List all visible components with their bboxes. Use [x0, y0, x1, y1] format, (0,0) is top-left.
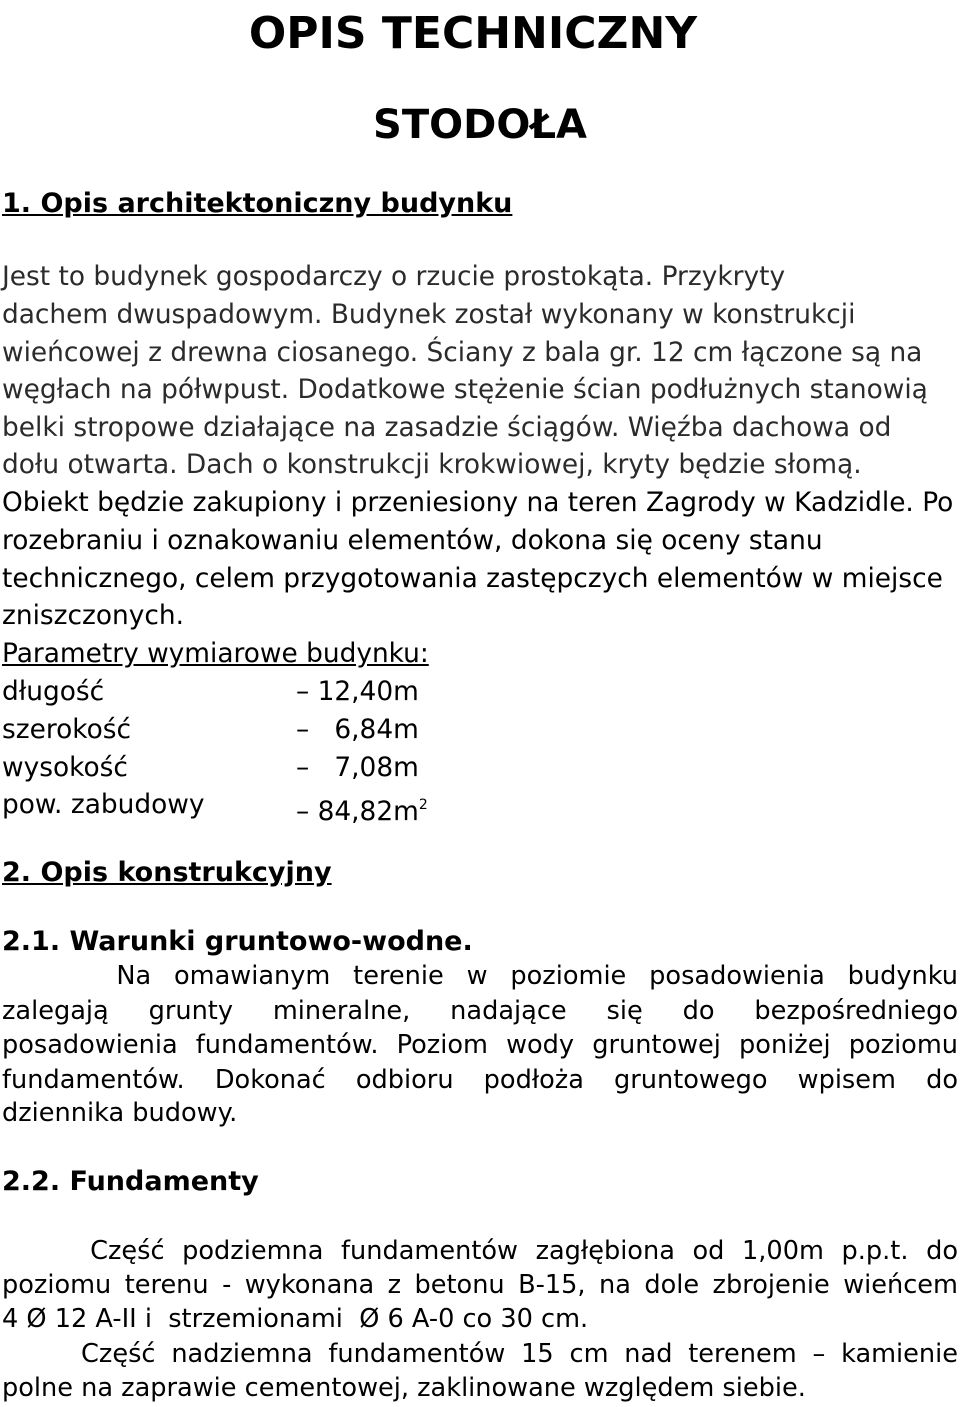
- param-value-area: [296, 786, 428, 831]
- section-2-heading: 2. Opis konstrukcyjny: [2, 857, 332, 888]
- param-value-height: – 7,08m: [296, 752, 419, 783]
- paragraph-last-line: dziennika budowy.: [2, 1098, 238, 1128]
- justified-line: zalegają grunty mineralne, nadające się do bezpośredniego: [2, 996, 958, 1026]
- paragraph-line: wieńcowej z drewna ciosanego. Ściany z bala gr. 12 cm łączone są na: [2, 337, 923, 368]
- paragraph-line: rozebraniu i oznakowaniu elementów, dokona się oceny stanu: [2, 525, 823, 556]
- justified-line: fundamentów. Dokonać odbioru podłoża gruntowego wpisem do: [2, 1065, 958, 1095]
- param-value-area-number: – 84,82m: [296, 796, 419, 827]
- param-value-area-sup: 2: [418, 797, 428, 813]
- param-label-area: pow. zabudowy: [2, 789, 205, 820]
- justified-line: posadowienia fundamentów. Poziom wody gruntowej poniżej poziomu: [2, 1030, 958, 1060]
- paragraph-line: węgłach na półwpust. Dodatkowe stężenie ścian podłużnych stanowią: [2, 374, 928, 405]
- paragraph-line: Obiekt będzie zakupiony i przeniesiony na teren Zagrody w Kadzidle. Po: [2, 487, 954, 518]
- paragraph-line: technicznego, celem przygotowania zastępczych elementów w miejsce: [2, 563, 943, 594]
- page-subtitle: STODOŁA: [373, 102, 587, 148]
- paragraph-line: zniszczonych.: [2, 600, 184, 631]
- paragraph-line: 4 Ø 12 A-II i strzemionami Ø 6 A-0 co 30 cm.: [2, 1304, 589, 1334]
- justified-line: Na omawianym terenie w poziomie posadowienia budynku: [2, 961, 958, 991]
- paragraph-line: dachem dwuspadowym. Budynek został wykonany w konstrukcji: [2, 299, 856, 330]
- param-label-width: szerokość: [2, 714, 132, 745]
- paragraph-line: belki stropowe działające na zasadzie ściągów. Więźba dachowa od: [2, 412, 892, 443]
- justified-line: poziomu terenu - wykonana z betonu B-15, na dole zbrojenie wieńcem: [2, 1270, 958, 1300]
- section-1-heading: 1. Opis architektoniczny budynku: [2, 188, 513, 219]
- paragraph-line: Jest to budynek gospodarczy o rzucie prostokąta. Przykryty: [2, 261, 786, 292]
- justified-line: Część podziemna fundamentów zagłębiona od 1,00m p.p.t. do: [2, 1236, 958, 1266]
- justified-line: Część nadziemna fundamentów 15 cm nad terenem – kamienie: [2, 1339, 958, 1369]
- paragraph-last-line: polne na zaprawie cementowej, zaklinowane względem siebie.: [2, 1373, 806, 1403]
- page-title: OPIS TECHNICZNY: [248, 8, 698, 59]
- params-heading: Parametry wymiarowe budynku:: [2, 638, 429, 669]
- paragraph-line: dołu otwarta. Dach o konstrukcji krokwiowej, kryty będzie słomą.: [2, 449, 862, 480]
- section-2-1-heading: 2.1. Warunki gruntowo-wodne.: [2, 926, 473, 957]
- param-label-length: długość: [2, 676, 105, 707]
- param-value-width: – 6,84m: [296, 714, 419, 745]
- section-2-2-heading: 2.2. Fundamenty: [2, 1166, 259, 1197]
- param-label-height: wysokość: [2, 752, 128, 783]
- param-value-length: – 12,40m: [296, 676, 419, 707]
